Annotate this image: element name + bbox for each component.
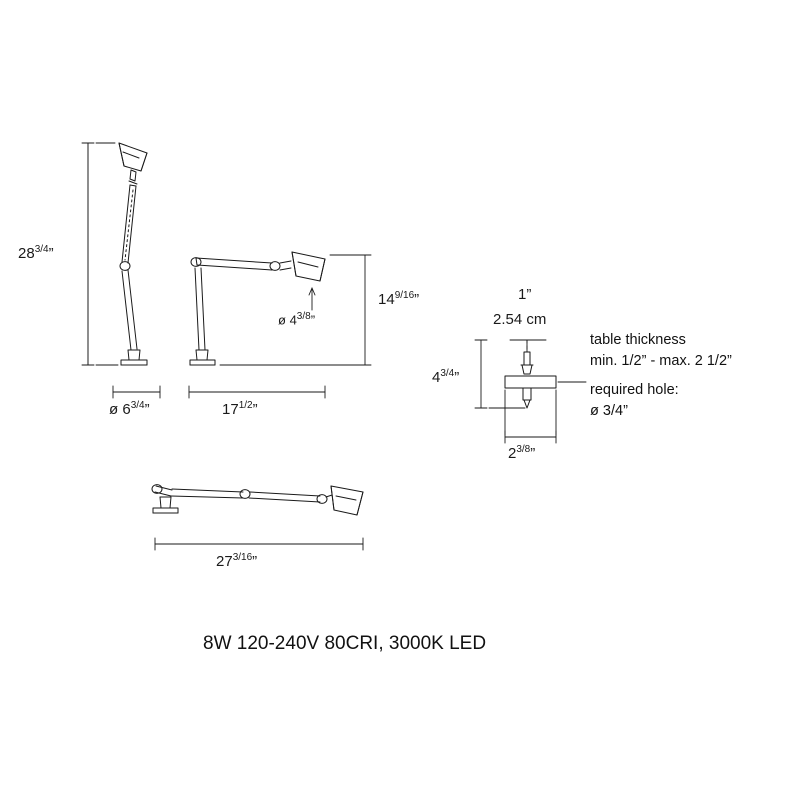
extended-lamp-drawing [152, 485, 363, 515]
note-line-hole-size: ø 3/4” [590, 403, 628, 420]
note-line-thickness: table thickness [590, 332, 686, 348]
table-thickness-note [590, 330, 732, 422]
dimension-lines [82, 143, 586, 550]
dim-label-mount-top: 1” [518, 286, 532, 303]
note-spacer [590, 372, 732, 380]
dim-label-mount-below: $4^{3/4}$” [432, 368, 460, 386]
dim-label-mount-top-metric: 2.54 cm [493, 311, 547, 328]
floor-lamp-drawing [119, 143, 147, 365]
product-spec-caption: 8W 120-240V 80CRI, 3000K LED [203, 633, 487, 654]
dim-label-wall-reach: $17^{1/2}$” [222, 400, 258, 418]
dim-label-base-diameter: ø $6^{3/4}$” [109, 400, 150, 418]
table-mount-drawing [505, 340, 556, 408]
note-line-minmax: min. 1/2” - max. 2 1/2” [590, 353, 732, 370]
note-line-hole: required hole: [590, 382, 679, 399]
wall-lamp-drawing [190, 252, 325, 365]
dim-label-height-floor: $28^{3/4}$” [18, 244, 54, 262]
dim-label-wall-height: $14^{9/16}$” [378, 290, 420, 308]
dim-label-long-reach: $27^{3/16}$” [216, 552, 258, 570]
dim-label-shade-diameter: ø $4^{3/8}$” [278, 311, 316, 328]
dim-label-mount-width: $2^{3/8}$” [508, 444, 536, 462]
